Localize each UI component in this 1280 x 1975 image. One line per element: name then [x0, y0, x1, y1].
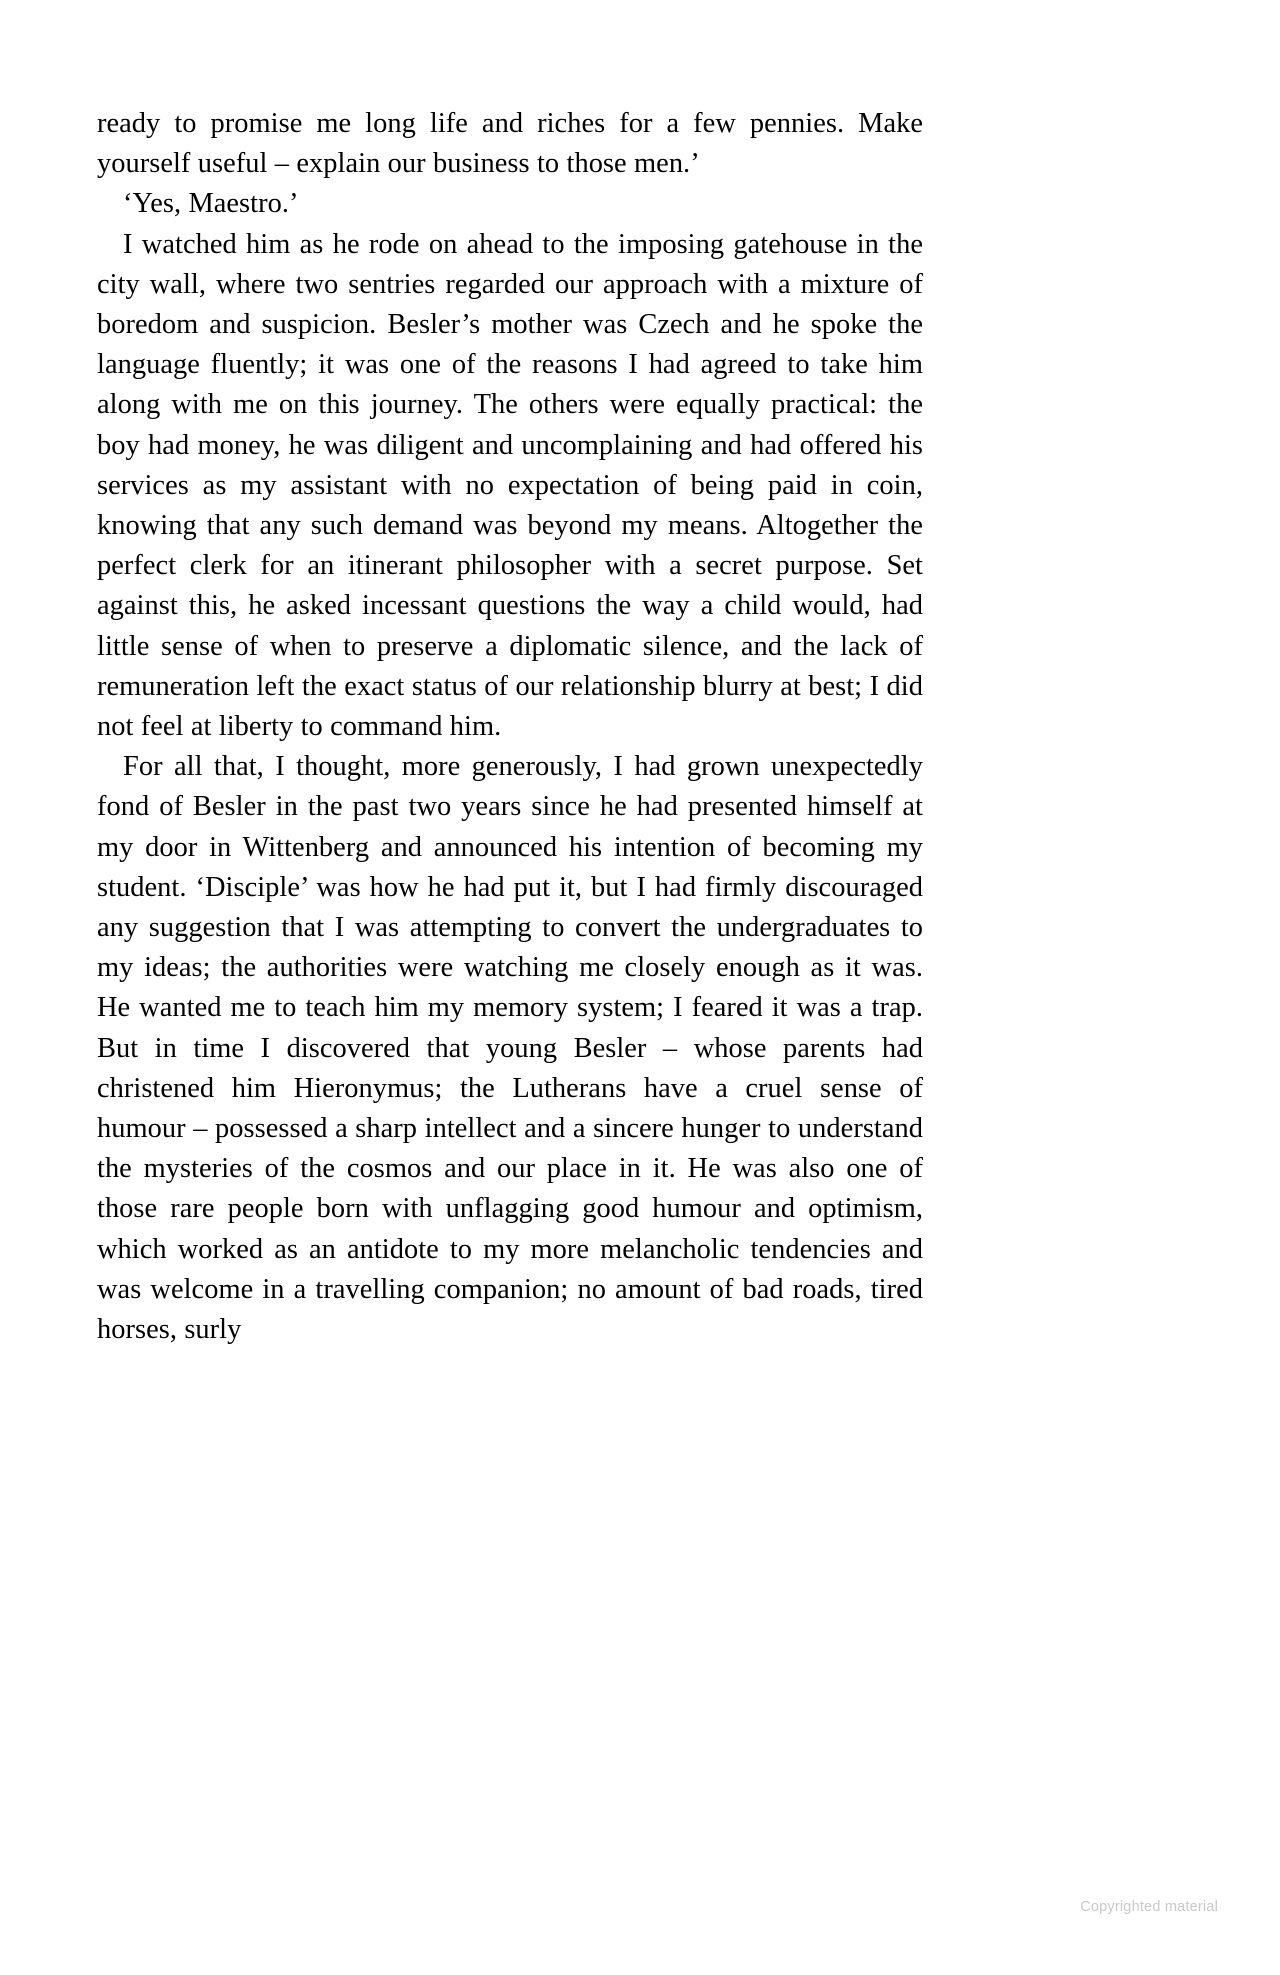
paragraph-continuation: ready to promise me long life and riches for a few pennies. Make yourself useful – explain our business to those men.’: [97, 108, 923, 180]
paragraph-gatehouse: I watched him as he rode on ahead to the imposing gatehouse in the city wall, where two sentries regarded our approach with a mixture of boredom and suspicion. Besler’s mother was Czech and he spoke the language fluently; it was one of the reasons I had agreed to take him along with me on this journey. The others were equally practical: the boy had money, he was diligent and uncomplaining and had offered his services as my assistant with no expectation of being paid in coin, knowing that any such demand was beyond my means. Altogether the perfect clerk for an itinerant philosopher with a secret purpose. Set against this, he asked incessant questions the way a child would, had little sense of when to preserve a diplomatic silence, and the lack of remuneration left the exact status of our relationship blurry at best; I did not feel at liberty to command him.: [97, 228, 923, 743]
page-text-block: [97, 104, 923, 1350]
paragraph-fondness: For all that, I thought, more generously, I had grown unexpectedly fond of Besler in the past two years since he had presented himself at my door in Wittenberg and announced his intention of becoming my student. ‘Disciple’ was how he had put it, but I had firmly discouraged any suggestion that I was attempting to convert the undergraduates to my ideas; the authorities were watching me closely enough as it was. He wanted me to teach him my memory system; I feared it was a trap. But in time I discovered that young Besler – whose parents had christened him Hieronymus; the Lutherans have a cruel sense of humour – possessed a sharp intellect and a sincere hunger to understand the mysteries of the cosmos and our place in it. He was also one of those rare people born with unflagging good humour and optimism, which worked as an antidote to my more melancholic tendencies and was welcome in a travelling companion; no amount of bad roads, tired horses, surly: [97, 751, 923, 1346]
paragraph-dialogue: ‘Yes, Maestro.’: [123, 188, 299, 220]
copyright-watermark: Copyrighted material: [1080, 1899, 1218, 1915]
